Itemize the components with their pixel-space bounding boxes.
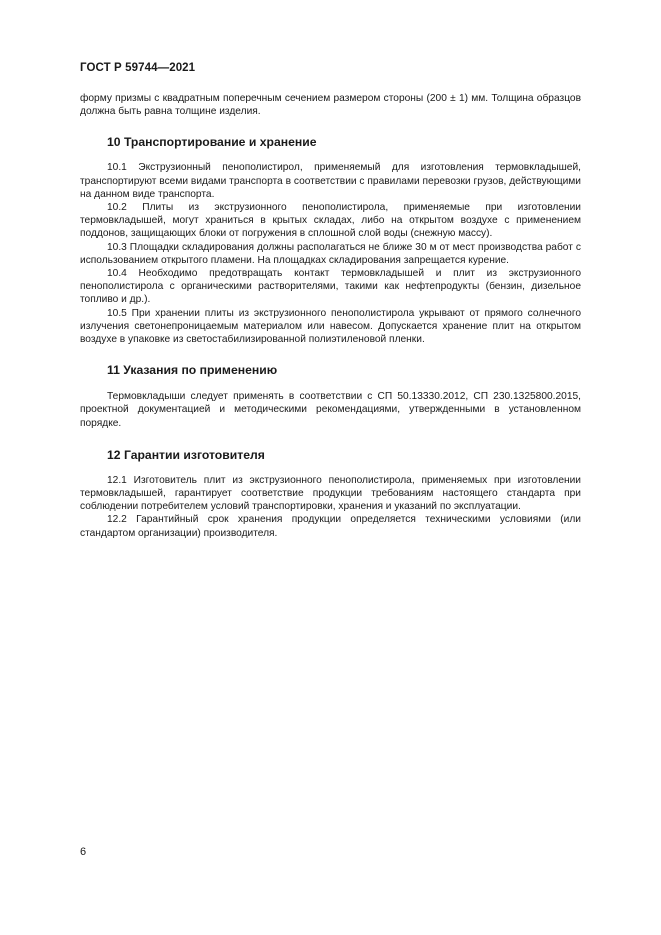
- page-number: 6: [80, 846, 87, 858]
- paragraph-10-3: 10.3 Площадки складирования должны располагаться не ближе 30 м от мест производства работ с использованием открытого пламени. На площадках складирования запрещается курение.: [80, 241, 581, 266]
- paragraph-10-5: 10.5 При хранении плиты из экструзионного пенополистирола укрывают от прямого солнечного излучения светонепроницаемым материалом или навесом. Допускается хранение плит на открытом воздухе в упаковке из светостабилизированной полиэтиленовой пленки.: [80, 307, 581, 346]
- paragraph-11: Термовкладыши следует применять в соответствии с СП 50.13330.2012, СП 230.1325800.2015, проектной документацией и методическими рекомендациями, утвержденными в установленном порядке.: [80, 391, 581, 429]
- intro-paragraph: форму призмы с квадратным поперечным сечением размером стороны (200 ± 1) мм. Толщина образцов должна быть равна толщине изделия.: [80, 93, 581, 118]
- document-code-header: ГОСТ Р 59744—2021: [80, 62, 196, 74]
- paragraph-10-4: 10.4 Необходимо предотвращать контакт термовкладышей и плит из экструзионного пенополистирола с органическими растворителями, такими как нефтепродукты (бензин, дизельное топливо и др.).: [80, 268, 581, 306]
- section-12-heading: 12 Гарантии изготовителя: [107, 447, 265, 462]
- paragraph-10-2: 10.2 Плиты из экструзионного пенополистирола, применяемые при изготовлении термовкладышей, могут храниться в крытых складах, либо на открытом воздухе с применением поддонов, защищающих блоки от погружения в сплошной слой воды (снежную массу).: [80, 202, 581, 240]
- section-10-heading: 10 Транспортирование и хранение: [107, 135, 317, 150]
- paragraph-10-1: 10.1 Экструзионный пенополистирол, применяемый для изготовления термовкладышей, транспортируют всеми видами транспорта в соответствии с правилами перевозки грузов, действующими на данном виде транспорта.: [80, 162, 581, 200]
- paragraph-12-1: 12.1 Изготовитель плит из экструзионного пенополистирола, применяемых при изготовлении термовкладышей, гарантирует соответствие продукции требованиям настоящего стандарта при соблюдении потребителем условий транспортировки, хранения и указаний по эксплуатации.: [80, 474, 581, 513]
- document-body: [80, 92, 581, 540]
- paragraph-12-2: 12.2 Гарантийный срок хранения продукции определяется техническими условиями (или стандартом организации) производителя.: [80, 514, 581, 539]
- section-11-heading: 11 Указания по применению: [107, 363, 278, 378]
